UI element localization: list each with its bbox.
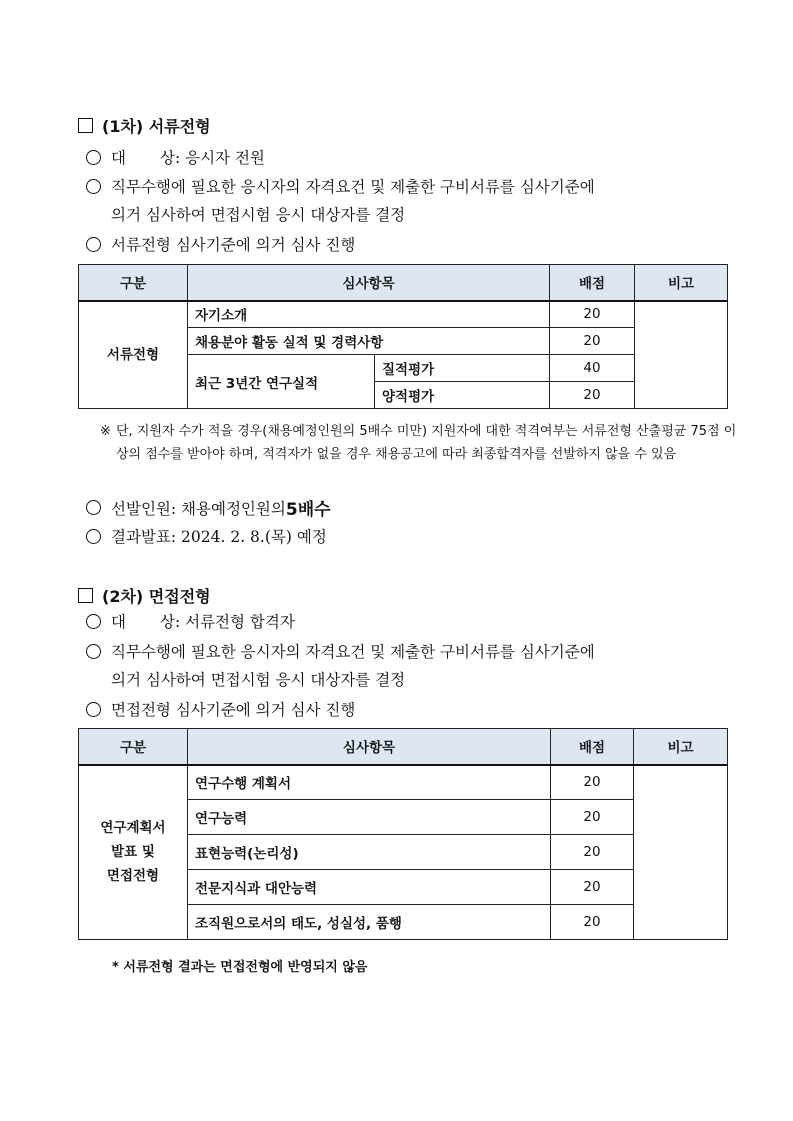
section1-note	[100, 420, 740, 466]
score-cell: 20	[550, 301, 635, 328]
section2-target: 대 상: 서류전형 합격자	[86, 610, 295, 632]
item-cell: 채용분야 활동 실적 및 경력사항	[188, 328, 550, 355]
section1-bullet3: 서류전형 심사기준에 의거 심사 진행	[86, 233, 355, 255]
section2-heading: (2차) 면접전형	[78, 584, 211, 607]
score-cell: 20	[551, 800, 634, 835]
item-cell: 최근 3년간 연구실적	[188, 355, 375, 409]
table-header: 비고	[635, 265, 728, 301]
table-header: 배점	[550, 265, 635, 301]
category-cell: 서류전형	[79, 301, 188, 409]
circle-bullet-icon	[86, 500, 101, 515]
table-header: 구분	[79, 265, 188, 301]
table-header: 심사항목	[188, 265, 550, 301]
table-header: 비고	[634, 729, 728, 765]
section1-bullet2: 직무수행에 필요한 응시자의 자격요건 및 제출한 구비서류를 심사기준에	[86, 175, 595, 197]
circle-bullet-icon	[86, 702, 101, 717]
remark-cell	[634, 765, 728, 940]
checkbox-icon	[78, 118, 93, 133]
score-cell: 20	[551, 905, 634, 940]
table-header: 배점	[551, 729, 634, 765]
circle-bullet-icon	[86, 237, 101, 252]
score-cell: 20	[550, 382, 635, 409]
circle-bullet-icon	[86, 614, 101, 629]
score-cell: 20	[551, 835, 634, 870]
sub-item-cell: 양적평가	[375, 382, 550, 409]
item-cell: 표현능력(논리성)	[188, 835, 551, 870]
section1-result: 결과발표: 2024. 2. 8.(목) 예정	[86, 525, 327, 547]
category-cell: 연구계획서 발표 및 면접전형	[79, 765, 188, 940]
circle-bullet-icon	[86, 150, 101, 165]
item-cell: 연구수행 계획서	[188, 765, 551, 800]
table-row	[79, 765, 728, 800]
score-cell: 20	[550, 328, 635, 355]
section1-table	[78, 264, 728, 409]
circle-bullet-icon	[86, 179, 101, 194]
table-row	[79, 301, 728, 328]
section1-selection: 선발인원: 채용예정인원의 5배수	[86, 495, 331, 520]
section2-bullet3: 면접전형 심사기준에 의거 심사 진행	[86, 698, 355, 720]
section2-table	[78, 728, 728, 940]
circle-bullet-icon	[86, 644, 101, 659]
circle-bullet-icon	[86, 529, 101, 544]
section1-target: 대 상: 응시자 전원	[86, 146, 265, 168]
section2-footnote: * 서류전형 결과는 면접전형에 반영되지 않음	[112, 960, 368, 975]
item-cell: 연구능력	[188, 800, 551, 835]
section2-bullet2: 직무수행에 필요한 응시자의 자격요건 및 제출한 구비서류를 심사기준에	[86, 640, 595, 662]
remark-cell	[635, 301, 728, 409]
note-mark: ※	[100, 424, 111, 439]
score-cell: 40	[550, 355, 635, 382]
selection-multiple: 5배수	[285, 500, 331, 520]
item-cell: 전문지식과 대안능력	[188, 870, 551, 905]
score-cell: 20	[551, 765, 634, 800]
section2-bullet2-cont: 의거 심사하여 면접시험 응시 대상자를 결정	[111, 671, 406, 689]
table-header: 심사항목	[188, 729, 551, 765]
table-header: 구분	[79, 729, 188, 765]
section1-heading: (1차) 서류전형	[78, 114, 211, 137]
checkbox-icon	[78, 588, 93, 603]
sub-item-cell: 질적평가	[375, 355, 550, 382]
note-text: 단, 지원자 수가 적을 경우(채용예정인원의 5배수 미만) 지원자에 대한 적격여부는 서류전형 산출평균 75점 이상의 점수를 받아야 하며, 적격자가 없을 경우 채용공고에 따라 최종합격자를 선발하지 않을 수 있음	[116, 424, 737, 462]
item-cell: 조직원으로서의 태도, 성실성, 품행	[188, 905, 551, 940]
score-cell: 20	[551, 870, 634, 905]
section1-bullet2-cont: 의거 심사하여 면접시험 응시 대상자를 결정	[111, 206, 406, 224]
item-cell: 자기소개	[188, 301, 550, 328]
